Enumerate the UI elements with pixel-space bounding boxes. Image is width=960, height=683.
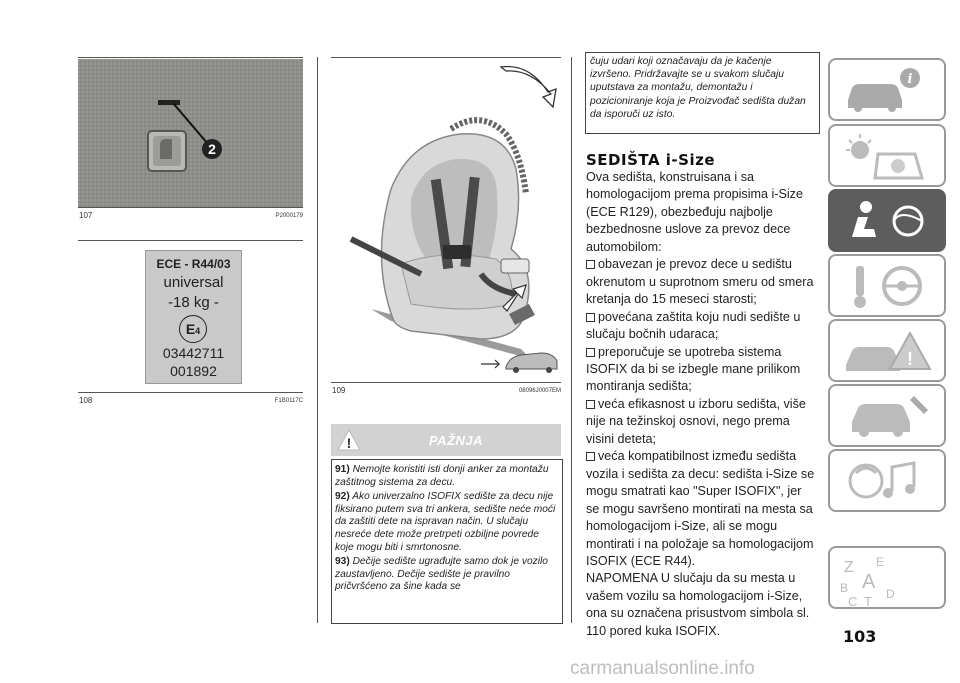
warning-title: PAŽNJA xyxy=(428,433,484,448)
svg-text:!: ! xyxy=(907,349,913,369)
child-seat-illustration xyxy=(331,59,561,380)
label-serial-number: 001892 xyxy=(170,363,217,379)
chapter-tab-index[interactable] xyxy=(828,546,946,609)
warning-item-91 xyxy=(335,464,557,489)
checkbox-bullet-icon xyxy=(586,260,595,269)
svg-text:C: C xyxy=(848,594,858,607)
callout-number: 2 xyxy=(208,141,216,157)
chapter-tab-emergency[interactable] xyxy=(828,319,946,382)
bullet-item xyxy=(586,256,818,308)
svg-text:E: E xyxy=(876,555,885,569)
label-universal: universal xyxy=(163,274,224,291)
label-weight: -18 kg - xyxy=(168,294,219,311)
section-intro: Ova sedišta, konstruisana i sa homologacijom prema propisima i-Size (ECE R129), obezbeđuju najbolje bezbednosne uslove za prevoz dece automobilom: xyxy=(586,170,803,254)
figure-108-code: F1B0117C xyxy=(274,398,303,404)
section-closing-note: NAPOMENA U slučaju da su mesta u vašem vozilu sa homologacijom i-Size, ona su označena prisustvom simbola sl. 110 pored kuka ISOFIX. xyxy=(586,571,810,638)
e-mark-circle xyxy=(179,315,207,343)
figure-107-photo xyxy=(78,59,303,207)
page-number: 103 xyxy=(843,627,877,646)
svg-text:Z: Z xyxy=(844,559,854,576)
bullet-item xyxy=(586,309,818,344)
e-mark-number: 4 xyxy=(195,326,201,336)
checkbox-bullet-icon xyxy=(586,452,595,461)
chapter-tab-starting-driving[interactable] xyxy=(828,254,946,317)
svg-text:B: B xyxy=(840,581,849,595)
checkbox-bullet-icon xyxy=(586,348,595,357)
svg-text:A: A xyxy=(862,571,876,593)
svg-text:i: i xyxy=(907,72,913,87)
label-standard: ECE - R44/03 xyxy=(156,257,231,271)
figure-108-number: 108 xyxy=(79,396,93,405)
label-approval-number: 03442711 xyxy=(162,345,225,361)
svg-text:D: D xyxy=(886,587,895,601)
figure-107-code: P2000179 xyxy=(275,213,303,219)
warning-item-93 xyxy=(335,556,557,594)
warning-text xyxy=(335,464,557,594)
multimedia-nav-icon xyxy=(830,451,944,510)
warning-item-text: Nemojte koristiti isti donji anker za montažu zaštitnog sistema za decu. xyxy=(335,464,549,488)
warning-item-number: 92) xyxy=(335,491,350,503)
maintenance-car-icon xyxy=(830,386,944,445)
bullet-text: povećana zaštita koju nudi sedište u slučaju bočnih udaraca; xyxy=(586,309,801,342)
alphabetical-index-icon xyxy=(830,548,944,607)
bullet-text: veća efikasnost u izboru sedišta, više nije na težinskoj osnovi, nego prema visini deteta; xyxy=(586,396,806,446)
figure-109-code: 08096J0007EM xyxy=(518,388,561,394)
e-mark-letter: E xyxy=(185,321,196,337)
warning-item-92 xyxy=(335,491,557,554)
svg-text:!: ! xyxy=(346,435,352,451)
section-heading: SEDIŠTA i-Size xyxy=(586,151,715,169)
bullet-item xyxy=(586,344,818,396)
chapter-tab-safety[interactable] xyxy=(828,189,946,252)
chapter-tab-multimedia[interactable] xyxy=(828,449,946,512)
warning-header xyxy=(331,424,561,456)
checkbox-bullet-icon xyxy=(586,400,595,409)
svg-text:T: T xyxy=(864,594,872,607)
watermark: carmanualsonline.info xyxy=(570,658,755,679)
chapter-tab-maintenance[interactable] xyxy=(828,384,946,447)
bullet-item xyxy=(586,396,818,448)
checkbox-bullet-icon xyxy=(586,313,595,322)
chapter-tab-dashboard[interactable] xyxy=(828,124,946,187)
bullet-text: obavezan je prevoz dece u sedištu okrenutom u suprotnom smeru od smera kretanja do 15 meseci starosti; xyxy=(586,257,814,307)
car-info-icon xyxy=(830,60,944,119)
figure-109-number: 109 xyxy=(332,386,346,395)
isofix-anchor-illustration xyxy=(78,59,303,207)
bullet-item xyxy=(586,448,818,570)
section-body xyxy=(586,169,818,640)
note-text: čuju udari koji označavaju da je kačenje izvršeno. Pridržavajte se u svakom slučaju uputstava za montažu, demontažu i pozicioniranje koja je Proizvođač sedišta dužan da isporuči uz isto. xyxy=(590,56,806,120)
warning-item-number: 91) xyxy=(335,464,350,475)
bullet-text: preporučuje se upotreba sistema ISOFIX da bi se izbegle mane prilikom montiranja sedišta; xyxy=(586,344,801,394)
bullet-text: veća kompatibilnost između sedišta vozila i sedišta za decu: sedišta i-Size se mogu smatrati kao "Super ISOFIX", jer se mogu savršeno montirati na mesta sa homologacijom i-Size, ali se mogu montirati i na položaje sa homologacijom ISOFIX (ECE R44). xyxy=(586,449,815,568)
warning-item-text: Dečije sedište ugrađujte samo dok je vozilo zaustavljeno. Dečije sedište je pravilno pričvršćeno za šine kada se xyxy=(335,556,548,593)
figure-108-homologation-label xyxy=(145,250,242,384)
figure-107-number: 107 xyxy=(79,211,93,220)
dashboard-lights-icon xyxy=(830,126,944,185)
figure-109-child-seat xyxy=(331,59,561,380)
key-steering-wheel-icon xyxy=(830,256,944,315)
seat-airbag-icon xyxy=(830,191,944,250)
chapter-tab-car-info[interactable] xyxy=(828,58,946,121)
breakdown-warning-icon xyxy=(830,321,944,380)
warning-item-text: Ako univerzalno ISOFIX sedište za decu nije fiksirano putem sva tri ankera, sedište neće moći da zaštiti dete na ispravan način. U slučaju nesreće dete može pretrpeti ozbiljne povrede koje mogu biti i smrtonosne. xyxy=(335,491,556,553)
warning-item-number: 93) xyxy=(335,556,350,568)
